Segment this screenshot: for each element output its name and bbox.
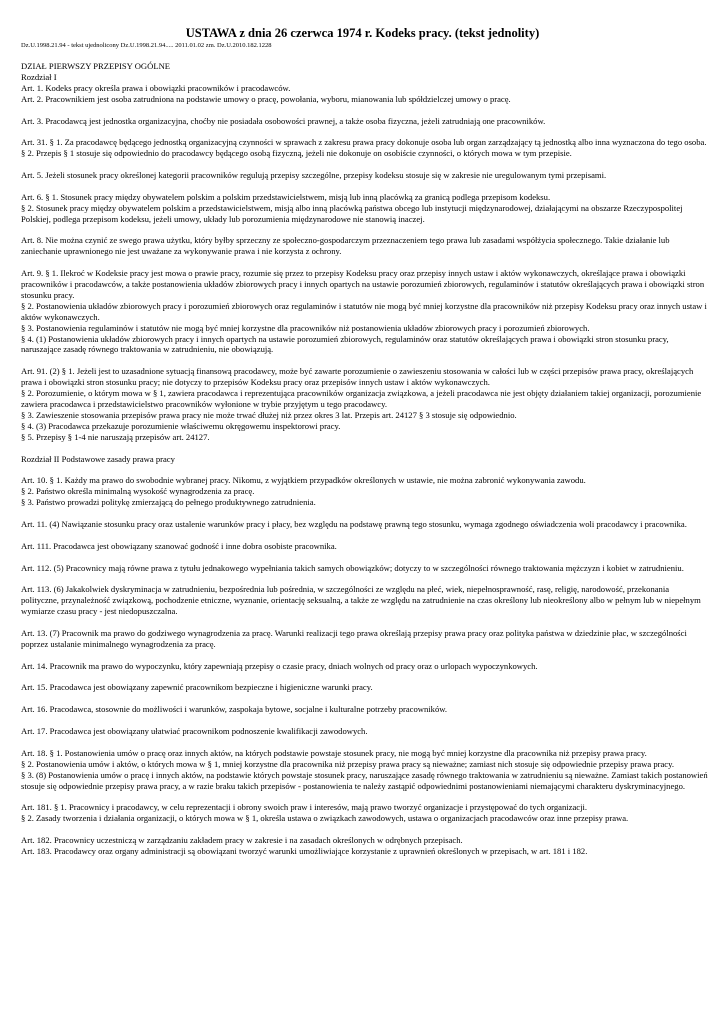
paragraph-line: Art. 13. (7) Pracownik ma prawo do godziwego wynagrodzenia za pracę. Warunki realizacji tego prawa określają przepisy prawa pracy oraz polityka państwa w dziedzinie płac, w szczególności poprzez ustalanie minimalnego wynagrodzenia za pracę. (21, 627, 687, 649)
paragraph-line: Art. 17. Pracodawca jest obowiązany ułatwiać pracownikom podnoszenie kwalifikacji zawodowych. (21, 726, 368, 736)
paragraph-line: § 3. Państwo prowadzi politykę zmierzającą do pełnego produktywnego zatrudnienia. (21, 497, 316, 508)
article-paragraph (21, 94, 709, 105)
paragraph-line: § 2. Zasady tworzenia i działania organizacji, o których mowa w § 1, określa ustawa o związkach zawodowych, ustawa o organizacjach pracodawców oraz inne przepisy prawa. (21, 813, 629, 824)
paragraph-line: Art. 31. § 1. Za pracodawcę będącego jednostką organizacyjną czynności w sprawach z zakresu prawa pracy dokonuje osoba lub organ zarządzający tą jednostką albo inna wyznaczona do tego osoba. (21, 137, 707, 148)
paragraph-line: Art. 182. Pracownicy uczestniczą w zarządzaniu zakładem pracy w zakresie i na zasadach określonych w odrębnych przepisach. (21, 835, 463, 846)
article-paragraph (21, 235, 709, 257)
paragraph-line: Art. 181. § 1. Pracownicy i pracodawcy, w celu reprezentacji i obrony swoich praw i interesów, mają prawo tworzyć organizacje i przystępować do tych organizacji. (21, 802, 588, 813)
paragraph-line: Art. 8. Nie można czynić ze swego prawa użytku, który byłby sprzeczny ze społeczno-gospodarczym przeznaczeniem tego prawa lub zasadami współżycia społecznego. Takie działanie lub zaniechanie uprawnionego nie jest uważane za wykonywanie prawa i nie korzysta z ochrony. (21, 235, 670, 257)
article-paragraph (21, 454, 709, 465)
paragraph-line: Art. 1. Kodeks pracy określa prawa i obowiązki pracowników i pracodawców. (21, 82, 291, 93)
article-paragraph (21, 268, 709, 355)
paragraph-line: Art. 91. (2) § 1. Jeżeli jest to uzasadnione sytuacją finansową pracodawcy, może być zawarte porozumienie o zawieszeniu stosowania w całości lub w części przepisów prawa pracy, określających prawa i obowiązki stron stosunku pracy; nie dotyczy to przepisów Kodeksu pracy oraz przepisów innych ustaw i aktów wykonawczych. (21, 366, 694, 388)
paragraph-line: Art. 183. Pracodawcy oraz organy administracji są obowiązani tworzyć warunki umożliwiające korzystanie z uprawnień określonych w przepisach, w art. 181 i 182. (21, 845, 588, 856)
paragraph-line: Art. 2. Pracownikiem jest osoba zatrudniona na podstawie umowy o pracę, powołania, wyboru, mianowania lub spółdzielczej umowy o pracę. (21, 93, 511, 104)
paragraph-line: Art. 6. § 1. Stosunek pracy między obywatelem polskim a polskim przedstawicielstwem, misją lub inną placówką za granicą podlega przepisom kodeksu. (21, 191, 551, 202)
paragraph-line: § 3. (8) Postanowienia umów o pracę i innych aktów, na podstawie których powstaje stosunek pracy, naruszające zasadę równego traktowania w zatrudnieniu są nieważne. Zamiast takich postanowień stosuje się odpowiednie przepisy prawa pracy, a w razie braku takich przepisów - postanowienia te należy zastąpić odpowiednimi postanowieniami niemającymi charakteru dyskryminacyjnego. (21, 769, 708, 791)
article-paragraph (21, 61, 709, 94)
article-paragraph (21, 726, 709, 737)
paragraph-line: Art. 14. Pracownik ma prawo do wypoczynku, który zapewniają przepisy o czasie pracy, dniach wolnych od pracy oraz o urlopach wypoczynkowych. (21, 660, 538, 671)
paragraph-line: Art. 15. Pracodawca jest obowiązany zapewnić pracownikom bezpieczne i higieniczne warunki pracy. (21, 682, 373, 693)
article-paragraph (21, 682, 709, 693)
paragraph-line: § 4. (3) Pracodawca przekazuje porozumienie właściwemu okręgowemu inspektorowi pracy. (21, 420, 341, 431)
paragraph-line: § 5. Przepisy § 1-4 nie naruszają przepisów art. 24127. (21, 431, 210, 442)
paragraph-line: § 2. Postanowienia umów i aktów, o których mowa w § 1, mniej korzystne dla pracownika niż przepisy prawa pracy są nieważne; zamiast nich stosuje się odpowiednie przepisy prawa pracy. (21, 758, 675, 769)
paragraph-line: § 2. Porozumienie, o którym mowa w § 1, zawiera pracodawca i reprezentująca pracowników organizacja związkowa, a jeżeli pracodawca nie jest objęty działaniem takiej organizacji, porozumienie zawiera pracodawca i przedstawicielstwo pracowników wyłonione w trybie przyjętym u tego pracodawcy. (21, 388, 702, 409)
paragraph-line: § 3. Zawieszenie stosowania przepisów prawa pracy nie może trwać dłużej niż przez okres 3 lat. Przepis art. 24127 § 3 stosuje się odpowiednio. (21, 409, 517, 420)
paragraph-line: Art. 18. § 1. Postanowienia umów o pracę oraz innych aktów, na których podstawie powstaje stosunek pracy, nie mogą być mniej korzystne dla pracownika niż przepisy prawa pracy. (21, 747, 647, 758)
paragraph-line: § 2. Postanowienia układów zbiorowych pracy i porozumień zbiorowych oraz regulaminów i statutów nie mogą być mniej korzystne dla pracowników niż przepisy Kodeksu pracy oraz innych ustaw i aktów wykonawczych. (21, 300, 707, 322)
article-paragraph (21, 835, 709, 857)
article-paragraph (21, 802, 709, 824)
article-paragraph (21, 661, 709, 672)
article-paragraph (21, 519, 709, 530)
paragraph-line: Art. 113. (6) Jakakolwiek dyskryminacja w zatrudnieniu, bezpośrednia lub pośrednia, w szczególności ze względu na płeć, wiek, niepełnosprawność, rasę, religię, narodowość, przekonania polityczne, przynależność związkową, pochodzenie etniczne, wyznanie, orientację seksualną, a także ze względu na zatrudnienie na czas określony lub nieokreślony albo w pełnym lub w niepełnym wymiarze czasu pracy - jest niedopuszczalna. (21, 584, 701, 617)
article-paragraph (21, 541, 709, 552)
article-paragraph (21, 170, 709, 181)
paragraph-line: § 2. Państwo określa minimalną wysokość wynagrodzenia za pracę. (21, 486, 255, 497)
article-paragraph (21, 628, 709, 650)
article-paragraph (21, 584, 709, 617)
paragraph-line: § 2. Stosunek pracy między obywatelem polskim a przedstawicielstwem, misją albo inną placówką państwa obcego lub instytucji międzynarodowej, działającymi na obszarze Rzeczypospolitej Polskiej, podlega przepisom kodeksu, jeżeli umowy, układy lub porozumienia międzynarodowe nie stanowią inaczej. (21, 202, 683, 224)
document-body (21, 61, 709, 857)
document-source-reference: Dz.U.1998.21.94 - tekst ujednolicony Dz.U.1998.21.94..... 2011.01.02 zm. Dz.U.2010.182.1228 (21, 42, 272, 49)
paragraph-line: Rozdział II Podstawowe zasady prawa pracy (21, 453, 175, 464)
paragraph-line: § 2. Przepis § 1 stosuje się odpowiednio do pracodawcy będącego osobą fizyczną, jeżeli nie dokonuje on osobiście czynności, o których mowa w tym przepisie. (21, 148, 572, 159)
paragraph-line: Art. 16. Pracodawca, stosownie do możliwości i warunków, zaspokaja bytowe, socjalne i kulturalne potrzeby pracowników. (21, 704, 448, 715)
paragraph-line: Art. 112. (5) Pracownicy mają równe prawa z tytułu jednakowego wypełniania takich samych obowiązków; dotyczy to w szczególności równego traktowania mężczyzn i kobiet w zatrudnieniu. (21, 562, 684, 573)
article-paragraph (21, 137, 709, 159)
paragraph-line: Art. 9. § 1. Ilekroć w Kodeksie pracy jest mowa o prawie pracy, rozumie się przez to przepisy Kodeksu pracy oraz przepisy innych ustaw i aktów wykonawczych, określające prawa i obowiązki pracowników i pracodawców, a także postanowienia układów zbiorowych pracy i innych opartych na ustawie porozumień zbiorowych, regulaminów i statutów określających prawa i obowiązki stron stosunku pracy. (21, 268, 705, 300)
paragraph-line: Art. 3. Pracodawcą jest jednostka organizacyjna, choćby nie posiadała osobowości prawnej, a także osoba fizyczna, jeżeli zatrudniają one pracowników. (21, 115, 546, 126)
paragraph-line: DZIAŁ PIERWSZY PRZEPISY OGÓLNE (21, 61, 171, 71)
document-title: USTAWA z dnia 26 czerwca 1974 r. Kodeks pracy. (tekst jednolity) (185, 26, 540, 40)
article-paragraph (21, 563, 709, 574)
article-paragraph (21, 748, 709, 792)
paragraph-line: Art. 5. Jeżeli stosunek pracy określonej kategorii pracowników regulują przepisy szczególne, przepisy kodeksu stosuje się w zakresie nie uregulowanym tymi przepisami. (21, 170, 607, 181)
article-paragraph (21, 475, 709, 508)
paragraph-line: Art. 111. Pracodawca jest obowiązany szanować godność i inne dobra osobiste pracownika. (21, 540, 337, 551)
article-paragraph (21, 366, 709, 442)
article-paragraph (21, 116, 709, 127)
paragraph-line: Art. 10. § 1. Każdy ma prawo do swobodnie wybranej pracy. Nikomu, z wyjątkiem przypadków określonych w ustawie, nie można zabronić wykonywania zawodu. (21, 475, 586, 486)
article-paragraph (21, 192, 709, 225)
paragraph-line: § 4. (1) Postanowienia układów zbiorowych pracy i innych opartych na ustawie porozumień zbiorowych, regulaminów oraz statutów określających prawa i obowiązki stron stosunku pracy, naruszające zasadę równego traktowania w zatrudnieniu, nie obowiązują. (21, 333, 669, 355)
paragraph-line: Art. 11. (4) Nawiązanie stosunku pracy oraz ustalenie warunków pracy i płacy, bez względu na podstawę prawną tego stosunku, wymaga zgodnego oświadczenia woli pracodawcy i pracownika. (21, 518, 687, 529)
article-paragraph (21, 704, 709, 715)
paragraph-line: § 3. Postanowienia regulaminów i statutów nie mogą być mniej korzystne dla pracowników niż postanowienia układów zbiorowych pracy i porozumień zbiorowych. (21, 322, 590, 333)
paragraph-line: Rozdział I (21, 71, 57, 82)
